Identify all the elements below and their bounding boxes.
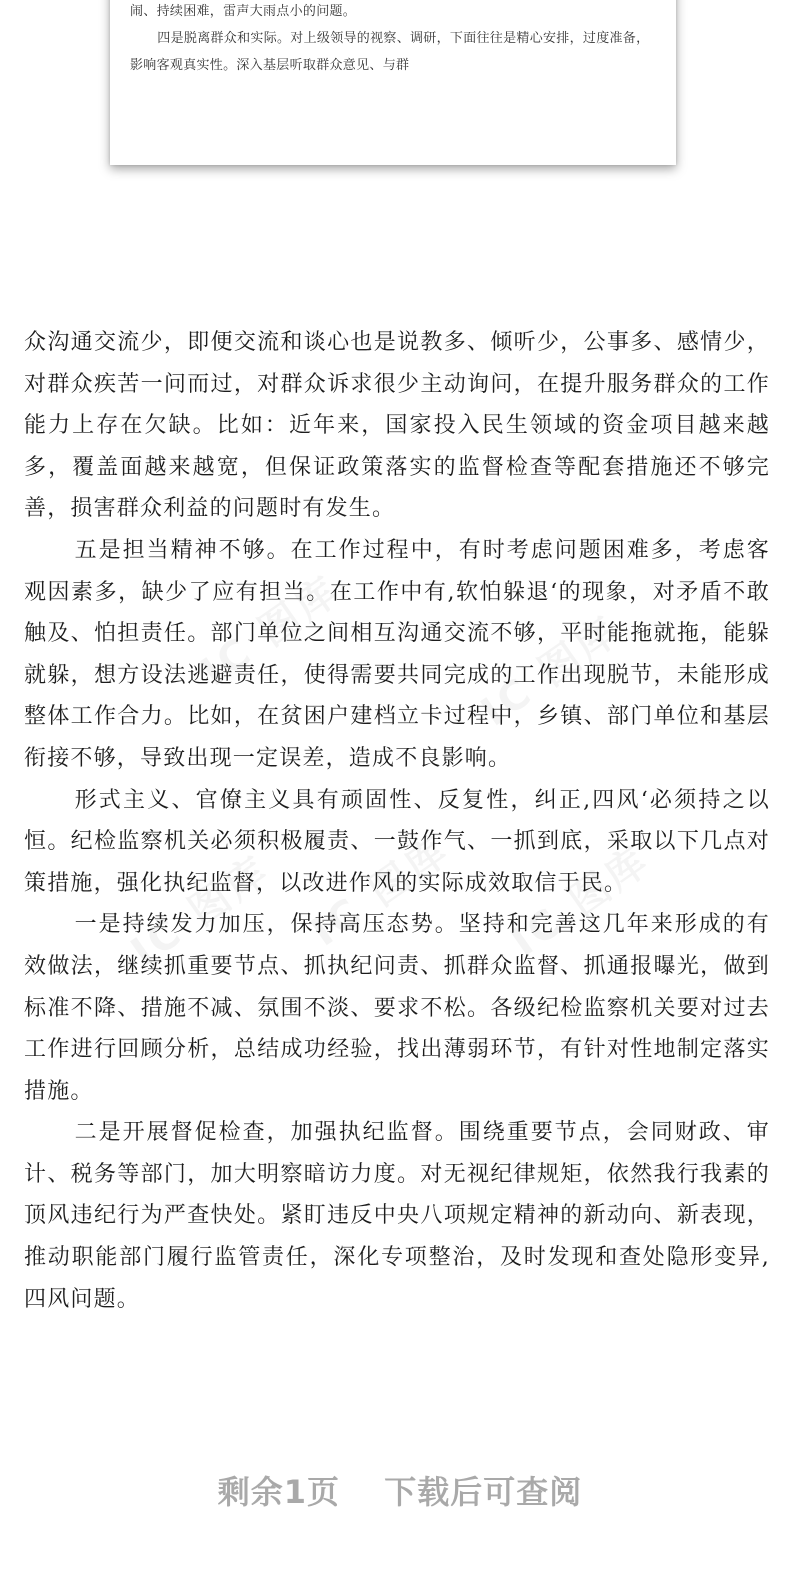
document-body <box>24 322 770 1320</box>
body-paragraph: 二是开展督促检查，加强执纪监督。围绕重要节点，会同财政、审计、税务等部门，加大明察暗访力度。对无视纪律规矩，依然我行我素的顶风违纪行为严查快处。紧盯违反中央八项规定精神的新动向、新表现，推动职能部门履行监管责任，深化专项整治，及时发现和查处隐形变异,四风问题。 <box>24 1120 770 1312</box>
download-prompt[interactable] <box>0 1467 800 1513</box>
download-to-read-label: 下载后可查阅 <box>384 1473 583 1511</box>
body-paragraph: 形式主义、官僚主义具有顽固性、反复性，纠正,四风‘必须持之以恒。纪检监察机关必须积极履责、一鼓作气、一抓到底，采取以下几点对策措施，强化执纪监督，以改进作风的实际成效取信于民。 <box>24 787 770 896</box>
preview-page-card <box>110 0 676 165</box>
preview-paragraph-2: 四是脱离群众和实际。对上级领导的视察、调研，下面往往是精心安排，过度准备，影响客观真实性。深入基层听取群众意见、与群 <box>130 31 650 73</box>
remaining-pages-label: 剩余1页 <box>217 1473 341 1511</box>
body-paragraph: 众沟通交流少，即便交流和谈心也是说教多、倾听少，公事多、感情少，对群众疾苦一问而过，对群众诉求很少主动询问，在提升服务群众的工作能力上存在欠缺。比如：近年来，国家投入民生领域的资金项目越来越多，覆盖面越来越宽，但保证政策落实的监督检查等配套措施还不够完善，损害群众利益的问题时有发生。 <box>24 330 770 522</box>
body-paragraph: 五是担当精神不够。在工作过程中，有时考虑问题困难多，考虑客观因素多，缺少了应有担当。在工作中有,软怕躲退‘的现象，对矛盾不敢触及、怕担责任。部门单位之间相互沟通交流不够，平时能拖就拖，能躲就躲，想方设法逃避责任，使得需要共同完成的工作出现脱节，未能形成整体工作合力。比如，在贫困户建档立卡过程中，乡镇、部门单位和基层衔接不够，导致出现一定误差，造成不良影响。 <box>24 537 770 771</box>
preview-paragraph-1: 闹、持续困难，雷声大雨点小的问题。 <box>130 4 357 19</box>
preview-page-text <box>130 0 656 79</box>
body-paragraph: 一是持续发力加压，保持高压态势。坚持和完善这几年来形成的有效做法，继续抓重要节点、抓执纪问责、抓群众监督、抓通报曝光，做到标准不降、措施不减、氛围不淡、要求不松。各级纪检监察机关要对过去工作进行回顾分析，总结成功经验，找出薄弱环节，有针对性地制定落实措施。 <box>24 912 770 1104</box>
